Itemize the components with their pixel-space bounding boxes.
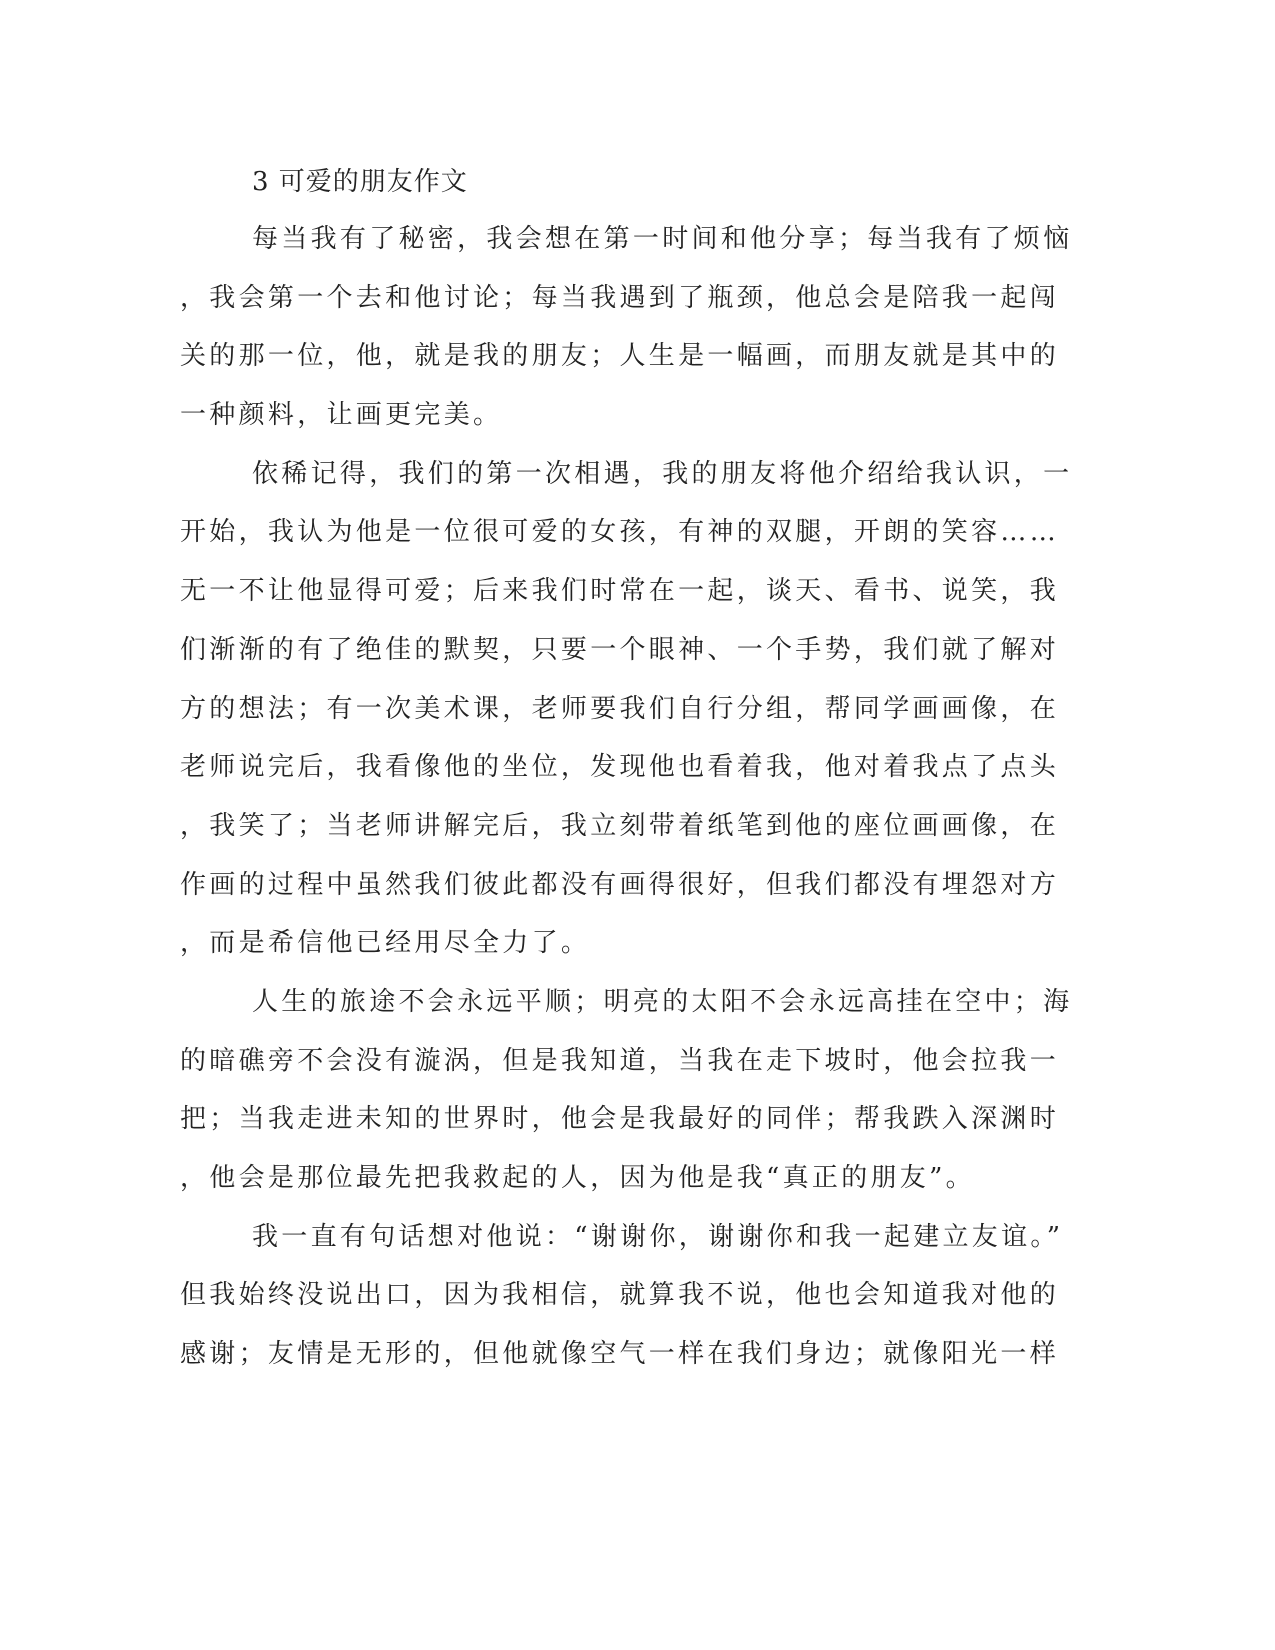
document-title: 3 可爱的朋友作文 [252,167,468,197]
paragraph-3-line-4: ，他会是那位最先把我救起的人，因为他是我“真正的朋友”。 [180,1163,975,1193]
paragraph-4-line-3: 感谢；友情是无形的，但他就像空气一样在我们身边；就像阳光一样 [180,1339,1060,1369]
paragraph-1-line-3: 关的那一位，他，就是我的朋友；人生是一幅画，而朋友就是其中的 [180,341,1060,371]
paragraph-3-line-2: 的暗礁旁不会没有漩涡，但是我知道，当我在走下坡时，他会拉我一 [180,1046,1060,1076]
paragraph-2-line-7: ，我笑了；当老师讲解完后，我立刻带着纸笔到他的座位画画像，在 [180,811,1060,841]
paragraph-2-line-3: 无一不让他显得可爱；后来我们时常在一起，谈天、看书、说笑，我 [180,576,1060,606]
paragraph-2-line-2: 开始，我认为他是一位很可爱的女孩，有神的双腿，开朗的笑容…… [180,517,1060,547]
paragraph-2-line-6: 老师说完后，我看像他的坐位，发现他也看着我，他对着我点了点头 [180,752,1060,782]
paragraph-4-line-2: 但我始终没说出口，因为我相信，就算我不说，他也会知道我对他的 [180,1280,1060,1310]
paragraph-2-line-1: 依稀记得，我们的第一次相遇，我的朋友将他介绍给我认识，一 [252,459,1073,489]
paragraph-2-line-5: 方的想法；有一次美术课，老师要我们自行分组，帮同学画画像，在 [180,694,1060,724]
paragraph-4-line-1: 我一直有句话想对他说：“谢谢你，谢谢你和我一起建立友谊。” [252,1222,1064,1252]
paragraph-1-line-1: 每当我有了秘密，我会想在第一时间和他分享；每当我有了烦恼 [252,224,1073,254]
paragraph-2-line-4: 们渐渐的有了绝佳的默契，只要一个眼神、一个手势，我们就了解对 [180,635,1060,665]
paragraph-2-line-8: 作画的过程中虽然我们彼此都没有画得很好，但我们都没有埋怨对方 [180,870,1060,900]
paragraph-1-line-4: 一种颜料，让画更完美。 [180,400,503,430]
paragraph-1-line-2: ，我会第一个去和他讨论；每当我遇到了瓶颈，他总会是陪我一起闯 [180,283,1060,313]
paragraph-2-line-9: ，而是希信他已经用尽全力了。 [180,928,591,958]
paragraph-3-line-1: 人生的旅途不会永远平顺；明亮的太阳不会永远高挂在空中；海 [252,987,1073,1017]
paragraph-3-line-3: 把；当我走进未知的世界时，他会是我最好的同伴；帮我跌入深渊时 [180,1104,1060,1134]
